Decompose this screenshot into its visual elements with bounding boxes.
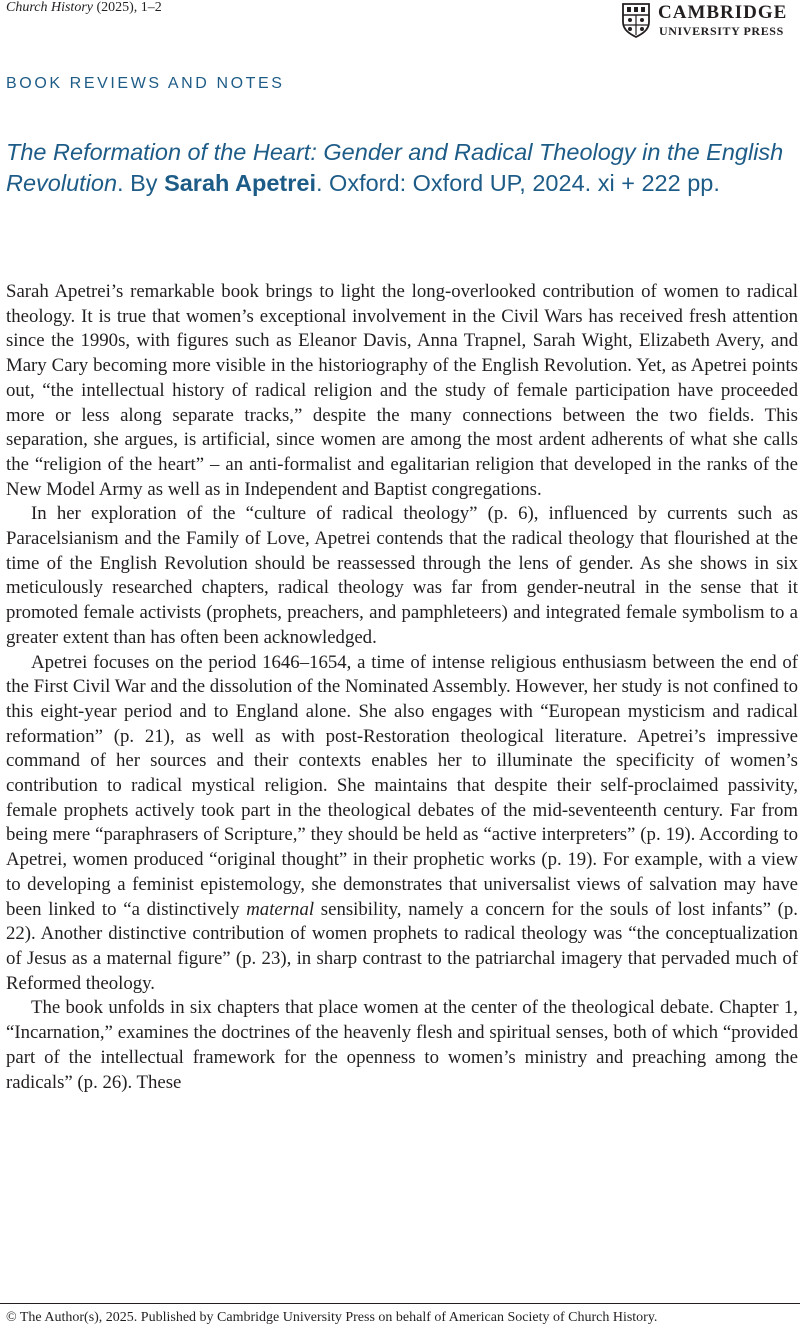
section-label: BOOK REVIEWS AND NOTES (6, 75, 285, 92)
by-text: . By (117, 170, 165, 196)
publisher-logo (621, 2, 799, 38)
publisher-subtitle: UNIVERSITY PRESS (659, 24, 784, 38)
paragraph-3-part-b: sensibility, namely a concern for the souls of lost infants” (p. 22). Another distinctive contribution of women prophets to radical theology was “the conceptualization of Jesus as a maternal figure” (p. 23), in sharp contrast to the patriarchal imagery that pervaded much of Reformed theology. (6, 898, 798, 994)
paragraph-3-part-a: Apetrei focuses on the period 1646–1654, a time of intense religious enthusiasm between the end of the First Civil War and the dissolution of the Nominated Assembly. However, her study is not confined to this eight-year period and to England alone. She also engages with “European mysticism and radical reformation” (p. 21), as well as with post-Restoration theological literature. Apetrei’s impressive command of her sources and their contexts enables her to illuminate the specificity of women’s contribution to radical mystical religion. She maintains that despite their self-proclaimed passivity, female prophets actively took part in the theological debates of the mid-seventeenth century. Far from being mere “paraphrasers of Scripture,” they should be held as “active interpreters” (p. 19). According to Apetrei, women produced “original thought” in their prophetic works (p. 19). For example, with a view to developing a feminist epistemology, she demonstrates that universalist views of salvation may have been linked to “a distinctively (6, 651, 798, 920)
footer-divider (0, 1303, 800, 1304)
book-title: The Reformation of the Heart: Gender and Radical Theology in the English Revolution (6, 139, 784, 196)
paragraph-2: In her exploration of the “culture of radical theology” (p. 6), influenced by currents such as Paracelsianism and the Family of Love, Apetrei contends that the radical theology that flourished at the time of the English Revolution should be reassessed through the lens of gender. As she shows in six meticulously researched chapters, radical theology was far from gender-neutral in the sense that it promoted female activists (prophets, preachers, and pamphleteers) and integrated female symbolism to a greater extent than has often been acknowledged. (6, 503, 798, 648)
paragraph-1: Sarah Apetrei’s remarkable book brings to light the long-overlooked contribution of women to radical theology. It is true that women’s exceptional involvement in the Civil Wars has received fresh attention since the 1990s, with figures such as Eleanor Davis, Anna Trapnel, Sarah Wight, Elizabeth Avery, and Mary Cary becoming more visible in the historiography of the English Revolution. Yet, as Apetrei points out, “the intellectual history of radical religion and the study of female participation have proceeded more or less along separate tracks,” despite the many connections between the two fields. This separation, she argues, is artificial, since women are among the most ardent adherents of what she calls the “religion of the heart” – an anti-formalist and egalitarian religion that developed in the ranks of the New Model Army as well as in Independent and Baptist congregations. (6, 281, 798, 500)
paragraph-3 (6, 651, 798, 997)
journal-name: Church History (6, 0, 93, 15)
publisher-name: CAMBRIDGE (658, 2, 788, 23)
running-head (6, 0, 162, 16)
paragraph-3-emphasis: maternal (246, 898, 315, 920)
copyright-footer: © The Author(s), 2025. Published by Cambridge University Press on behalf of American Society of Church History. (6, 1310, 658, 1325)
publication-details: . Oxford: Oxford UP, 2024. xi + 222 pp. (316, 170, 720, 196)
author-name: Sarah Apetrei (164, 170, 316, 196)
review-heading (6, 137, 796, 199)
journal-issue: (2025), 1–2 (92, 0, 162, 15)
paragraph-4: The book unfolds in six chapters that place women at the center of the theological debate. Chapter 1, “Incarnation,” examines the doctrines of the heavenly flesh and spiritual senses, both of which “provided part of the intellectual framework for the openness to women’s ministry and preaching among the radicals” (p. 26). These (6, 997, 798, 1093)
cambridge-shield-icon (621, 2, 651, 38)
review-body (6, 280, 798, 1095)
